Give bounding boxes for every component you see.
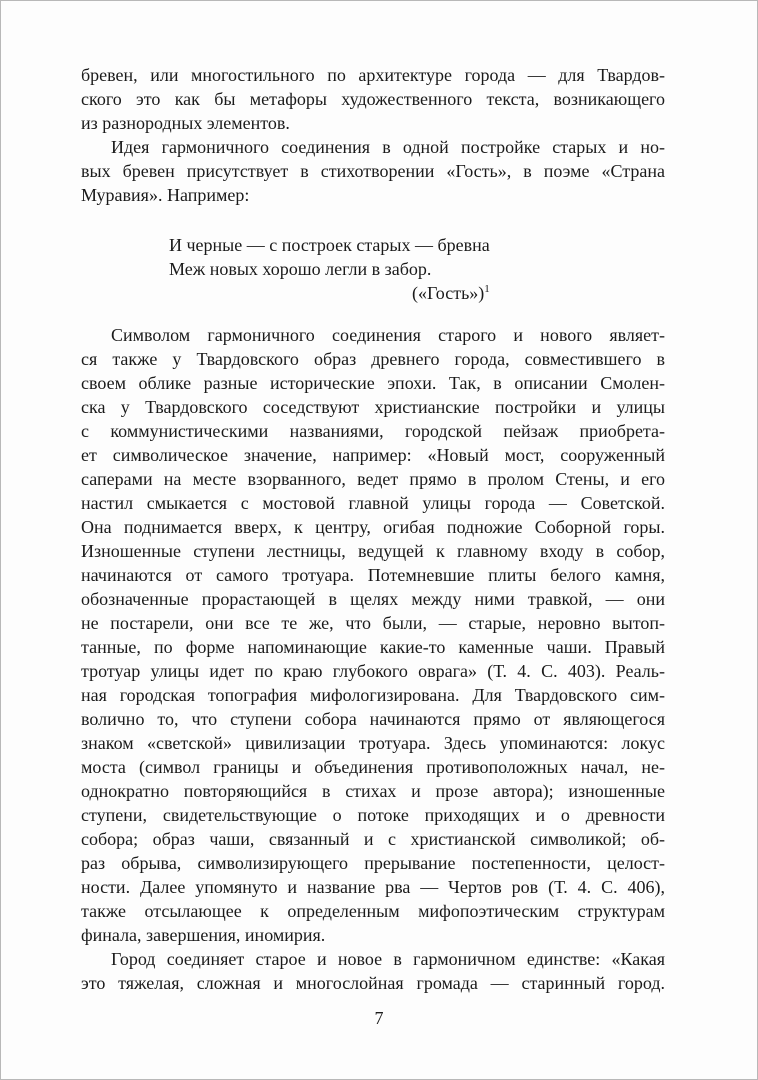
- text-line: Идея гармоничного соединения в одной постройке старых и но-: [111, 137, 665, 157]
- text-line: не постарели, они все те же, что были, — старые, неровно вытоп-: [81, 613, 665, 633]
- text-line: вых бревен присутствует в стихотворении «Гость», в поэме «Страна: [81, 161, 665, 181]
- text-line: настил смыкается с мостовой главной улицы города — Советской.: [81, 493, 665, 513]
- text-line: волично то, что ступени собора начинаются прямо от являющегося: [81, 709, 665, 729]
- text-line: Муравия». Например:: [81, 185, 250, 205]
- text-line: ска у Твардовского соседствуют христианские постройки и улицы: [81, 397, 665, 417]
- text-line: также отсылающее к определенным мифопоэтическим структурам: [81, 901, 665, 921]
- verse-attribution: [169, 281, 490, 305]
- text-line: ная городская топография мифологизирована. Для Твардовского сим-: [81, 685, 665, 705]
- page-content: [81, 63, 665, 995]
- footnote-marker: 1: [484, 283, 490, 295]
- text-line: Изношенные ступени лестницы, ведущей к главному входу в собор,: [81, 541, 665, 561]
- verse-line: И черные — с построек старых — бревна: [169, 235, 490, 255]
- text-line: Символом гармоничного соединения старого и нового являет-: [111, 325, 665, 345]
- verse-quote: [169, 233, 490, 305]
- text-line: знаком «светской» цивилизации тротуара. Здесь упоминаются: локус: [81, 733, 665, 753]
- text-line: ности. Далее упомянуто и название рва — Чертов ров (Т. 4. С. 406),: [81, 877, 665, 897]
- text-line: ступени, свидетельствующие о потоке приходящих и о древности: [81, 805, 665, 825]
- text-line: собора; образ чаши, связанный и с христианской символикой; об-: [81, 829, 665, 849]
- page-number: 7: [374, 1008, 384, 1028]
- text-line: моста (символ границы и объединения противоположных начал, не-: [81, 757, 665, 777]
- text-line: бревен, или многостильного по архитектуре города — для Твардов-: [81, 65, 665, 85]
- text-line: ся также у Твардовского образ древнего города, совместившего в: [81, 349, 665, 369]
- paragraph: [81, 947, 665, 995]
- text-line: ского это как бы метафоры художественного текста, возникающего: [81, 89, 665, 109]
- text-line: финала, завершения, иномирия.: [81, 925, 326, 945]
- text-line: танные, по форме напоминающие какие-то каменные чаши. Правый: [81, 637, 665, 657]
- verse-line: Меж новых хорошо легли в забор.: [169, 259, 432, 279]
- text-line: тротуар улицы идет по краю глубокого оврага» (Т. 4. С. 403). Реаль-: [81, 661, 665, 681]
- text-line: Она поднимается вверх, к центру, огибая подножие Соборной горы.: [81, 517, 665, 537]
- text-line: это тяжелая, сложная и многослойная громада — старинный город.: [81, 973, 665, 993]
- text-line: саперами на месте взорванного, ведет прямо в пролом Стены, и его: [81, 469, 665, 489]
- paragraph: [81, 63, 665, 135]
- text-line: ет символическое значение, например: «Новый мост, сооруженный: [81, 445, 665, 465]
- text-line: из разнородных элементов.: [81, 113, 290, 133]
- verse-source: («Гость»): [411, 283, 485, 303]
- paragraph: [81, 135, 665, 207]
- text-line: обозначенные прорастающей в щелях между ними травкой, — они: [81, 589, 665, 609]
- text-line: Город соединяет старое и новое в гармоничном единстве: «Какая: [111, 949, 665, 969]
- text-line: начинаются от самого тротуара. Потемневшие плиты белого камня,: [81, 565, 665, 585]
- text-line: раз обрыва, символизирующего прерывание постепенности, целост-: [81, 853, 665, 873]
- paragraph: [81, 323, 665, 947]
- text-line: однократно повторяющийся в стихах и прозе автора); изношенные: [81, 781, 665, 801]
- text-line: с коммунистическими названиями, городской пейзаж приобрета-: [81, 421, 665, 441]
- text-line: своем облике разные исторические эпохи. Так, в описании Смолен-: [81, 373, 665, 393]
